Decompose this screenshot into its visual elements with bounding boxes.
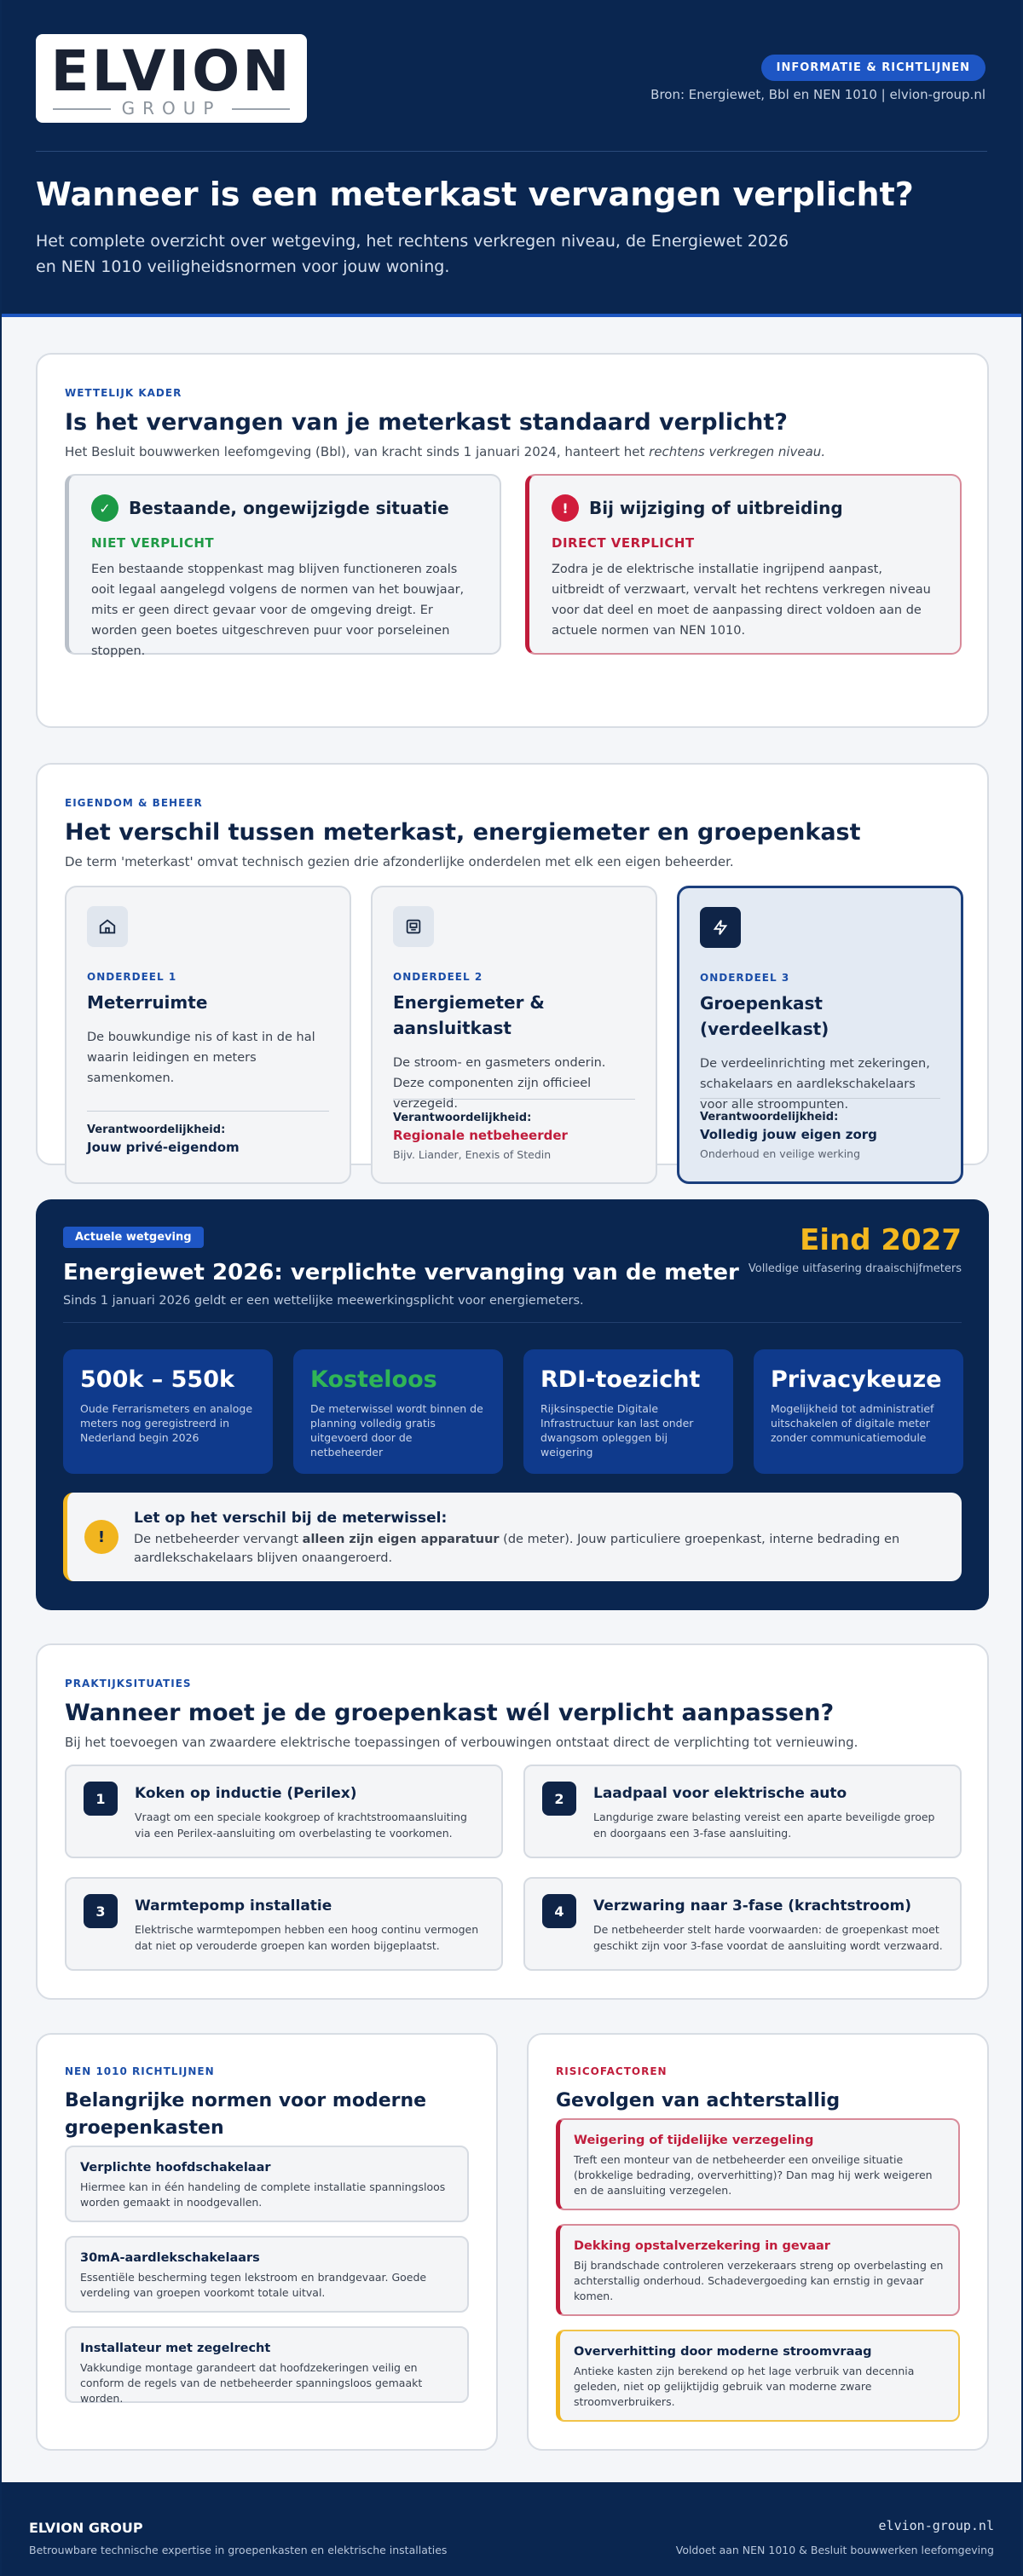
part-card-groepenkast xyxy=(677,886,963,1184)
section-subtitle: Sinds 1 januari 2026 geldt er een wettelijke meewerkingsplicht voor energiemeters. xyxy=(63,1294,584,1308)
part-eyebrow: ONDERDEEL 1 xyxy=(87,971,177,983)
page-subtitle: Het complete overzicht over wetgeving, het rechtens verkregen niveau, de Energiewet 2026 en NEN 1010 veiligheidsnormen voor jouw woning. xyxy=(36,232,789,276)
responsibility: Verantwoordelijkheid: Volledig jouw eigen zorg Onderhoud en veilige werking xyxy=(700,1098,940,1160)
part-text: De bouwkundige nis of kast in de hal waarin leidingen en meters samenkomen. xyxy=(87,1031,315,1085)
divider xyxy=(63,1322,962,1323)
bolt-icon xyxy=(700,907,741,948)
status-label: NIET VERPLICHT xyxy=(91,535,215,551)
norms-section xyxy=(36,2033,498,2451)
section-title: Wanneer moet je de groepenkast wél verplicht aanpassen? xyxy=(65,1700,835,1726)
legal-framework-section xyxy=(36,353,989,728)
section-title: Is het vervangen van je meterkast standaard verplicht? xyxy=(65,409,788,436)
footer xyxy=(2,2482,1021,2576)
item-number: 3 xyxy=(84,1894,118,1928)
section-subtitle: De term 'meterkast' omvat technisch gezien drie afzonderlijke onderdelen met elk een eigen beheerder. xyxy=(65,854,734,869)
section-eyebrow: EIGENDOM & BEHEER xyxy=(65,797,203,809)
meter-swap-note xyxy=(63,1493,962,1581)
part-text: De verdeelinrichting met zekeringen, schakelaars en aardlekschakelaars voor alle stroompunten. xyxy=(700,1057,930,1112)
part-card-energiemeter xyxy=(371,886,657,1184)
section-subtitle: Het Besluit bouwwerken leefomgeving (Bbl), van kracht sinds 1 januari 2024, hanteert het rechtens verkregen niveau. xyxy=(65,444,826,459)
note-title: Let op het verschil bij de meterwissel: xyxy=(134,1510,448,1527)
part-card-meterruimte xyxy=(65,886,351,1184)
footer-compliance: Voldoet aan NEN 1010 & Besluit bouwwerken leefomgeving xyxy=(675,2544,994,2556)
elvion-logo[interactable] xyxy=(36,34,307,123)
deadline-highlight: Eind 2027 xyxy=(800,1223,962,1257)
section-eyebrow: NEN 1010 RICHTLIJNEN xyxy=(65,2065,215,2077)
info-badge: INFORMATIE & RICHTLIJNEN xyxy=(761,55,985,81)
existing-situation-card xyxy=(65,474,501,658)
risk-item: Dekking opstalverzekering in gevaar Bij brandschade controleren verzekeraars streng op overbelasting en achterstallig onderhoud. Schadevergoeding kan ernstig in gevaar komen. xyxy=(556,2224,960,2316)
risks-section xyxy=(527,2033,989,2451)
deadline-caption: Volledige uitfasering draaischijfmeters xyxy=(748,1262,962,1275)
stat-card: 500k – 550k Oude Ferrarismeters en analoge meters nog geregistreerd in Nederland begin 2026 xyxy=(63,1349,273,1474)
risk-item: Oververhitting door moderne stroomvraag Antieke kasten zijn berekend op het lage verbruik van decennia geleden, niet op gelijktijdig gebruik van moderne zware stroomverbruikers. xyxy=(556,2330,960,2422)
card-text: Zodra je de elektrische installatie ingrijpend aanpast, uitbreidt of verzwaart, vervalt het rechtens verkregen niveau voor dat deel en moet de aanpassing direct voldoen aan de actuele normen van NEN 1010. xyxy=(552,563,931,638)
situation-item: 1 Koken op inductie (Perilex) Vraagt om een speciale kookgroep of krachtstroomaansluiting via een Perilex-aansluiting om overbelasting te voorkomen. xyxy=(65,1765,503,1858)
meter-icon xyxy=(393,906,434,947)
stat-card: Privacykeuze Mogelijkheid tot administratief uitschakelen of digitale meter zonder communicatiemodule xyxy=(754,1349,963,1474)
practical-situations-section xyxy=(36,1643,989,2000)
divider xyxy=(36,151,987,152)
norm-item: 30mA-aardlekschakelaars Essentiële bescherming tegen lekstroom en brandgevaar. Goede verdeling van groepen voorkomt totale uitval. xyxy=(65,2236,469,2313)
situation-item: 4 Verzwaring naar 3-fase (krachtstroom) De netbeheerder stelt harde voorwaarden: de groepenkast moet geschikt zijn voor 3-fase voordat de aansluiting wordt verzwaard. xyxy=(523,1877,962,1971)
logo-subtitle: GROUP xyxy=(46,99,297,118)
page-title: Wanneer is een meterkast vervangen verplicht? xyxy=(36,176,914,213)
card-title: Bestaande, ongewijzigde situatie xyxy=(129,498,449,518)
part-title: Meterruimte xyxy=(87,992,208,1013)
section-eyebrow: RISICOFACTOREN xyxy=(556,2065,668,2077)
part-eyebrow: ONDERDEEL 2 xyxy=(393,971,483,983)
part-text: De stroom- en gasmeters onderin. Deze componenten zijn officieel verzegeld. xyxy=(393,1056,606,1111)
note-text: De netbeheerder vervangt alleen zijn eigen apparatuur (de meter). Jouw particuliere groepenkast, interne bedrading en aardlekschakelaars blijven onaangeroerd. xyxy=(134,1533,900,1565)
item-number: 2 xyxy=(542,1782,576,1816)
energy-law-section xyxy=(36,1199,989,1610)
item-number: 4 xyxy=(542,1894,576,1928)
ownership-section xyxy=(36,763,989,1165)
part-eyebrow: ONDERDEEL 3 xyxy=(700,972,790,984)
footer-url-link[interactable]: elvion-group.nl xyxy=(878,2518,994,2533)
warning-icon: ! xyxy=(84,1520,118,1554)
card-title: Bij wijziging of uitbreiding xyxy=(589,498,843,518)
responsibility: Verantwoordelijkheid: Jouw privé-eigendom xyxy=(87,1111,329,1155)
status-label: DIRECT VERPLICHT xyxy=(552,535,695,551)
norm-item: Installateur met zegelrecht Vakkundige montage garandeert dat hoofdzekeringen veilig en conform de regels van de netbeheerder spanningsloos gemaakt worden. xyxy=(65,2326,469,2403)
situation-item: 2 Laadpaal voor elektrische auto Langdurige zware belasting vereist een aparte beveiligde groep en doorgaans een 3-fase aansluiting. xyxy=(523,1765,962,1858)
item-number: 1 xyxy=(84,1782,118,1816)
current-law-pill: Actuele wetgeving xyxy=(63,1227,204,1248)
check-icon: ✓ xyxy=(91,494,118,522)
section-eyebrow: WETTELIJK KADER xyxy=(65,387,182,399)
source-line: Bron: Energiewet, Bbl en NEN 1010 | elvion-group.nl xyxy=(650,87,985,102)
responsibility: Verantwoordelijkheid: Regionale netbeheerder Bijv. Liander, Enexis of Stedin xyxy=(393,1099,635,1161)
header xyxy=(2,0,1021,317)
part-title: Groepenkast (verdeelkast) xyxy=(700,993,829,1039)
logo-wordmark: ELVION xyxy=(50,38,292,104)
part-title: Energiemeter & aansluitkast xyxy=(393,992,545,1038)
footer-brand: ELVION GROUP xyxy=(29,2520,143,2536)
section-title: Het verschil tussen meterkast, energiemeter en groepenkast xyxy=(65,819,861,846)
situation-item: 3 Warmtepomp installatie Elektrische warmtepompen hebben een hoog continu vermogen dat niet op verouderde groepen kan worden bijgeplaatst. xyxy=(65,1877,503,1971)
norm-item: Verplichte hoofdschakelaar Hiermee kan in één handeling de complete installatie spanningsloos worden gemaakt in noodgevallen. xyxy=(65,2146,469,2222)
section-subtitle: Bij het toevoegen van zwaardere elektrische toepassingen of verbouwingen ontstaat direct de verplichting tot vernieuwing. xyxy=(65,1735,858,1750)
change-situation-card xyxy=(525,474,962,655)
card-text: Een bestaande stoppenkast mag blijven functioneren zoals ooit legaal aangelegd volgens de normen van het bouwjaar, mits er geen direct gevaar voor de omgeving dreigt. Er worden geen boetes uitgeschreven puur voor porseleinen stoppen. xyxy=(91,563,465,658)
section-title: Gevolgen van achterstallig xyxy=(556,2090,841,2111)
section-title: Energiewet 2026: verplichte vervanging van de meter xyxy=(63,1260,739,1285)
stat-card: RDI-toezicht Rijksinspectie Digitale Infrastructuur kan last onder dwangsom opleggen bij weigering xyxy=(523,1349,733,1474)
risk-item: Weigering of tijdelijke verzegeling Treft een monteur van de netbeheerder een onveilige situatie (brokkelige bedrading, oververhitting)? Dan mag hij werk weigeren en de aansluiting verzegelen. xyxy=(556,2118,960,2210)
footer-tagline: Betrouwbare technische expertise in groepenkasten en elektrische installaties xyxy=(29,2544,448,2556)
section-title: Belangrijke normen voor moderne groepenkasten xyxy=(65,2090,427,2139)
stat-card: Kosteloos De meterwissel wordt binnen de planning volledig gratis uitgevoerd door de netbeheerder xyxy=(293,1349,503,1474)
house-icon xyxy=(87,906,128,947)
alert-icon: ! xyxy=(552,494,579,522)
section-eyebrow: PRAKTIJKSITUATIES xyxy=(65,1678,192,1689)
